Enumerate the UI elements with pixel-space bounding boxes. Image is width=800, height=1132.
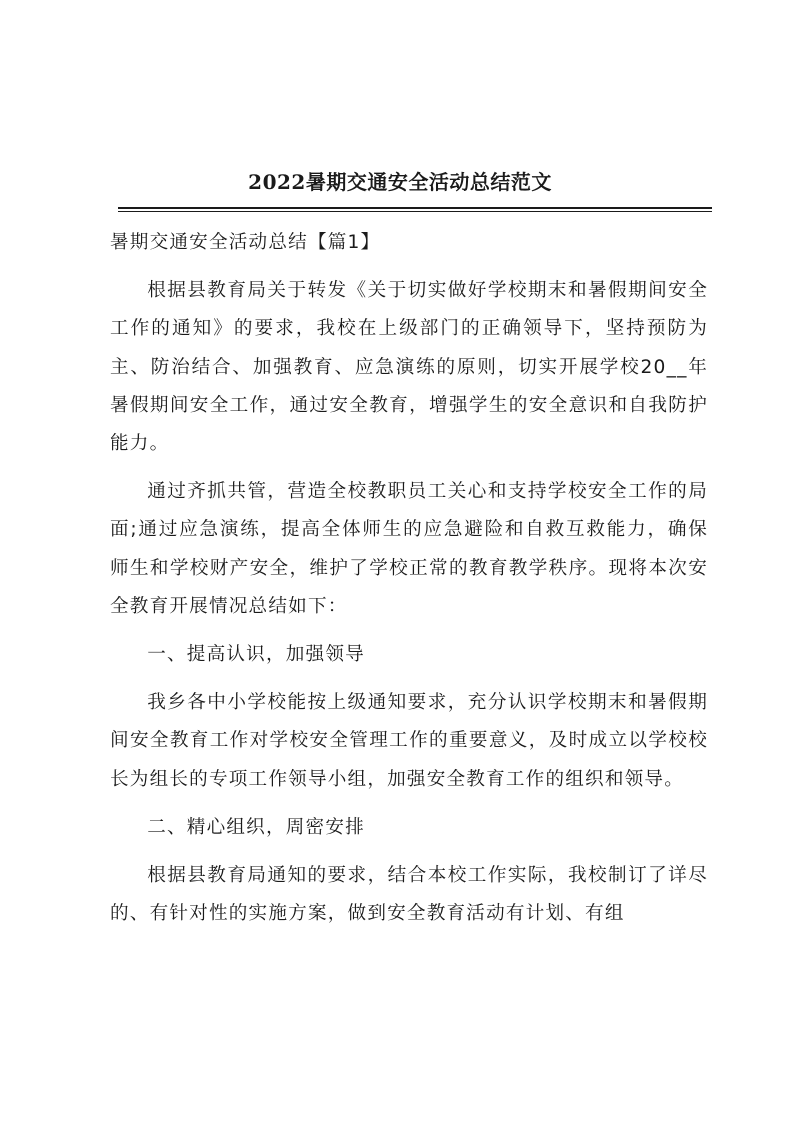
paragraph: 我乡各中小学校能按上级通知要求，充分认识学校期末和暑假期间安全教育工作对学校安全管理工作的重要意义，及时成立以学校校长为组长的专项工作领导小组，加强安全教育工作的组织和领导。 xyxy=(110,692,708,790)
section-heading: 暑期交通安全活动总结【篇1】 xyxy=(110,232,381,253)
paragraph: 根据县教育局关于转发《关于切实做好学校期末和暑假期间安全工作的通知》的要求，我校在上级部门的正确领导下，坚持预防为主、防治结合、加强教育、应急演练的原则，切实开展学校20__年暑假期间安全工作，通过安全教育，增强学生的安全意识和自我防护能力。 xyxy=(110,280,708,455)
document-title: 2022暑期交通安全活动总结范文 xyxy=(248,170,552,194)
paragraph: 通过齐抓共管，营造全校教职员工关心和支持学校安全工作的局面;通过应急演练，提高全体师生的应急避险和自救互救能力，确保师生和学校财产安全，维护了学校正常的教育教学秩序。现将本次安全教育开展情况总结如下： xyxy=(110,481,708,617)
title-divider xyxy=(118,207,712,212)
document-body xyxy=(110,224,708,933)
subheading: 一、提高认识，加强领导 xyxy=(147,644,365,666)
paragraph: 根据县教育局通知的要求，结合本校工作实际，我校制订了详尽的、有针对性的实施方案，做到安全教育活动有计划、有组 xyxy=(110,865,708,925)
subheading: 二、精心组织，周密安排 xyxy=(147,816,365,838)
